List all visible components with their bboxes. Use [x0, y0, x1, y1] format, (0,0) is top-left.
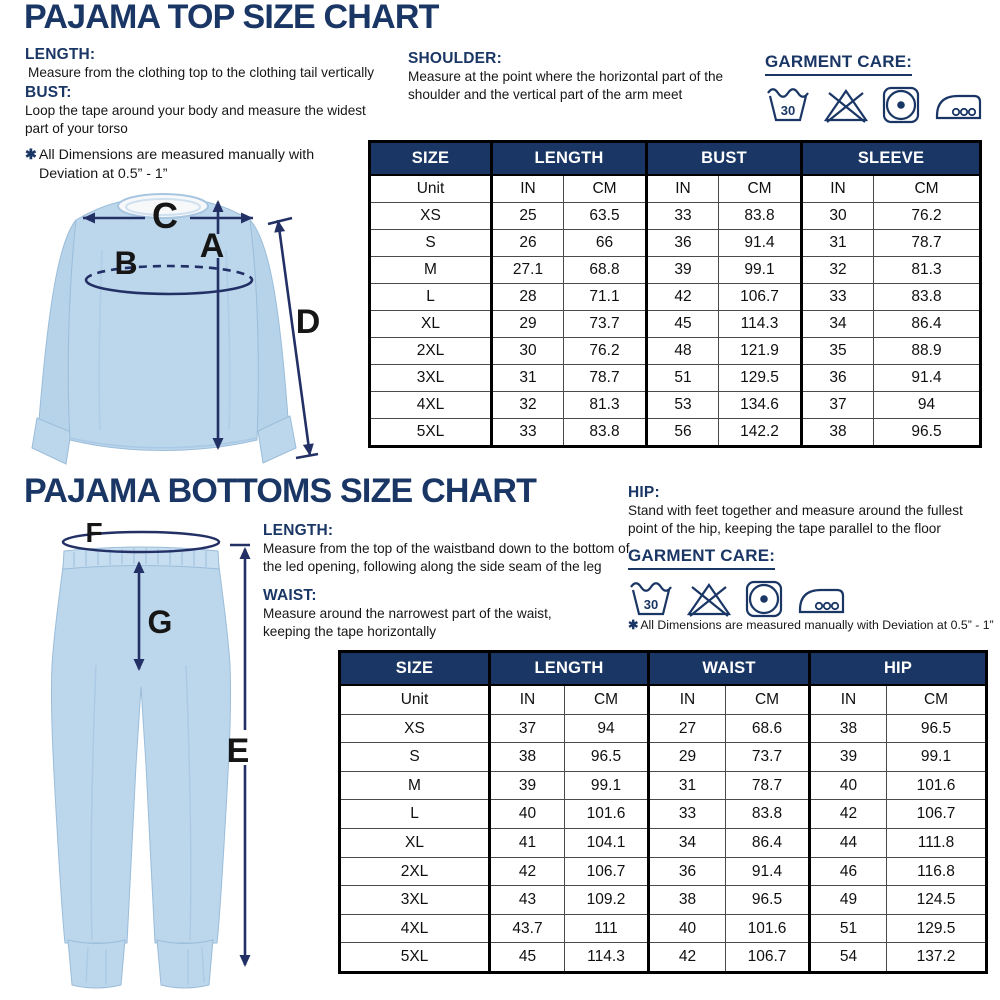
table-cell: 40: [649, 914, 726, 943]
table-cell: 33: [802, 284, 874, 311]
table-cell: 116.8: [887, 857, 987, 886]
label-b: B: [114, 245, 138, 281]
table-cell: 31: [649, 771, 726, 800]
table-cell: IN: [490, 685, 565, 714]
hip-heading: HIP:: [628, 484, 660, 501]
table-cell: 31: [802, 230, 874, 257]
label-d: D: [295, 303, 321, 341]
table-cell: 109.2: [565, 886, 649, 915]
table-cell: 101.6: [565, 800, 649, 829]
table-cell: 68.8: [564, 257, 647, 284]
waist-heading: WAIST:: [263, 587, 317, 604]
tumble-dry-icon: [881, 84, 921, 124]
table-cell: 68.6: [726, 714, 810, 743]
table-cell: 114.3: [565, 943, 649, 973]
table-cell: 26: [492, 230, 564, 257]
table-cell: 33: [492, 419, 564, 447]
table-cell: 124.5: [887, 886, 987, 915]
garment-care-bottoms: [628, 546, 847, 618]
table-cell: CM: [719, 175, 802, 203]
bust-desc: Loop the tape around your body and measure the widest part of your torso: [25, 103, 366, 136]
row-label: Unit: [340, 685, 490, 714]
table-cell: 39: [810, 743, 887, 772]
table-cell: IN: [802, 175, 874, 203]
do-not-bleach-icon: [824, 84, 868, 124]
table-cell: 29: [492, 311, 564, 338]
table-cell: 111: [565, 914, 649, 943]
table-cell: 49: [810, 886, 887, 915]
bottoms-size-table: [338, 650, 988, 974]
table-cell: 54: [810, 943, 887, 973]
length-desc-bottoms: Measure from the top of the waistband down to the bottom of the led opening, following along the side seam of the leg: [263, 541, 630, 574]
row-label: M: [340, 771, 490, 800]
table-cell: IN: [492, 175, 564, 203]
table-cell: 33: [647, 203, 719, 230]
table-cell: 91.4: [874, 365, 981, 392]
table-cell: 27: [649, 714, 726, 743]
table-cell: 33: [649, 800, 726, 829]
table-cell: CM: [726, 685, 810, 714]
table-cell: 99.1: [719, 257, 802, 284]
table-cell: 121.9: [719, 338, 802, 365]
table-cell: 101.6: [887, 771, 987, 800]
row-label: 3XL: [340, 886, 490, 915]
table-cell: 34: [802, 311, 874, 338]
table-cell: 129.5: [719, 365, 802, 392]
table-cell: 32: [492, 392, 564, 419]
table-cell: 76.2: [874, 203, 981, 230]
table-cell: 37: [802, 392, 874, 419]
table-cell: 111.8: [887, 828, 987, 857]
garment-care-heading-bottoms: GARMENT CARE:: [628, 546, 775, 570]
shoulder-desc: Measure at the point where the horizontal part of the shoulder and the vertical part of the arm meet: [408, 69, 724, 102]
table-cell: 38: [649, 886, 726, 915]
length-heading: LENGTH:: [25, 46, 96, 63]
table-cell: 48: [647, 338, 719, 365]
table-cell: 56: [647, 419, 719, 447]
table-cell: 51: [647, 365, 719, 392]
table-cell: 94: [565, 714, 649, 743]
row-label: 4XL: [340, 914, 490, 943]
table-cell: 45: [647, 311, 719, 338]
row-label: XL: [340, 828, 490, 857]
table-cell: 42: [490, 857, 565, 886]
column-group-sleeve: SLEEVE: [802, 142, 981, 176]
table-cell: 91.4: [719, 230, 802, 257]
do-not-bleach-icon: [687, 578, 731, 618]
table-cell: 96.5: [887, 714, 987, 743]
care-icons-row-bottoms: [628, 578, 847, 618]
length-definition-top: [25, 46, 410, 82]
wash-30-icon: [765, 84, 811, 124]
length-definition-bottoms: [263, 522, 635, 575]
table-cell: 29: [649, 743, 726, 772]
deviation-note-bottoms: [628, 617, 1000, 634]
column-group-size: SIZE: [370, 142, 492, 176]
table-cell: CM: [565, 685, 649, 714]
row-label: 5XL: [370, 419, 492, 447]
table-cell: 32: [802, 257, 874, 284]
table-cell: 73.7: [726, 743, 810, 772]
label-e: E: [226, 732, 250, 770]
table-cell: 36: [647, 230, 719, 257]
shoulder-definition: [408, 50, 748, 103]
top-size-table: [368, 140, 982, 448]
row-label: XS: [370, 203, 492, 230]
table-cell: 96.5: [874, 419, 981, 447]
top-chart-title: PAJAMA TOP SIZE CHART: [24, 0, 439, 36]
bust-definition: [25, 84, 377, 137]
table-cell: 99.1: [887, 743, 987, 772]
column-group-hip: HIP: [810, 652, 987, 686]
column-group-waist: WAIST: [649, 652, 810, 686]
row-label: S: [370, 230, 492, 257]
table-cell: 101.6: [726, 914, 810, 943]
table-cell: CM: [874, 175, 981, 203]
row-label: M: [370, 257, 492, 284]
column-group-bust: BUST: [647, 142, 802, 176]
table-cell: 134.6: [719, 392, 802, 419]
svg-text:30: 30: [780, 103, 796, 118]
label-a: A: [199, 227, 225, 265]
table-cell: 81.3: [874, 257, 981, 284]
table-cell: 86.4: [874, 311, 981, 338]
wash-30-icon: [628, 578, 674, 618]
table-cell: 106.7: [726, 943, 810, 973]
row-label: L: [340, 800, 490, 829]
table-cell: IN: [649, 685, 726, 714]
column-group-length: LENGTH: [490, 652, 649, 686]
table-cell: 42: [649, 943, 726, 973]
row-label: 2XL: [370, 338, 492, 365]
table-cell: 83.8: [874, 284, 981, 311]
row-label: L: [370, 284, 492, 311]
column-group-size: SIZE: [340, 652, 490, 686]
table-cell: 96.5: [726, 886, 810, 915]
table-cell: 86.4: [726, 828, 810, 857]
bust-heading: BUST:: [25, 84, 72, 101]
table-cell: 42: [810, 800, 887, 829]
table-cell: 88.9: [874, 338, 981, 365]
row-label: XS: [340, 714, 490, 743]
hip-definition: [628, 484, 990, 537]
table-cell: 83.8: [564, 419, 647, 447]
table-cell: 53: [647, 392, 719, 419]
table-cell: 30: [802, 203, 874, 230]
table-cell: 38: [810, 714, 887, 743]
table-cell: 37: [490, 714, 565, 743]
table-cell: 43: [490, 886, 565, 915]
asterisk-icon: ✱: [25, 147, 37, 163]
shoulder-heading: SHOULDER:: [408, 50, 502, 67]
table-cell: 96.5: [565, 743, 649, 772]
table-cell: IN: [810, 685, 887, 714]
tumble-dry-icon: [744, 578, 784, 618]
table-cell: 99.1: [565, 771, 649, 800]
asterisk-icon: ✱: [628, 618, 639, 632]
table-cell: 78.7: [564, 365, 647, 392]
table-cell: 137.2: [887, 943, 987, 973]
row-label: Unit: [370, 175, 492, 203]
label-c: C: [152, 195, 178, 236]
table-cell: 38: [802, 419, 874, 447]
row-label: XL: [370, 311, 492, 338]
table-cell: 36: [649, 857, 726, 886]
iron-icon: [934, 84, 984, 124]
garment-care-heading: GARMENT CARE:: [765, 52, 912, 76]
table-cell: 78.7: [874, 230, 981, 257]
table-cell: 36: [802, 365, 874, 392]
table-cell: 28: [492, 284, 564, 311]
table-cell: 45: [490, 943, 565, 973]
table-cell: 40: [490, 800, 565, 829]
length-heading-bottoms: LENGTH:: [263, 522, 334, 539]
table-cell: 76.2: [564, 338, 647, 365]
table-cell: CM: [887, 685, 987, 714]
table-cell: 30: [492, 338, 564, 365]
iron-icon: [797, 578, 847, 618]
deviation-note-text: All Dimensions are measured manually with Deviation at 0.5” - 1”: [38, 147, 315, 183]
table-cell: 46: [810, 857, 887, 886]
table-cell: 40: [810, 771, 887, 800]
table-cell: 78.7: [726, 771, 810, 800]
table-cell: 81.3: [564, 392, 647, 419]
deviation-note-top: [25, 146, 369, 184]
table-cell: 129.5: [887, 914, 987, 943]
table-cell: 142.2: [719, 419, 802, 447]
waist-desc: Measure around the narrowest part of the waist, keeping the tape horizontally: [263, 606, 552, 639]
table-cell: 83.8: [726, 800, 810, 829]
table-cell: CM: [564, 175, 647, 203]
row-label: 5XL: [340, 943, 490, 973]
length-desc: Measure from the clothing top to the clothing tail vertically: [28, 65, 375, 80]
care-icons-row: [765, 84, 984, 124]
table-cell: 42: [647, 284, 719, 311]
deviation-note-text-bottoms: All Dimensions are measured manually with Deviation at 0.5” - 1”: [640, 618, 994, 632]
label-f: F: [85, 517, 103, 548]
table-cell: 94: [874, 392, 981, 419]
table-cell: 91.4: [726, 857, 810, 886]
table-cell: 39: [647, 257, 719, 284]
table-cell: 27.1: [492, 257, 564, 284]
table-cell: IN: [647, 175, 719, 203]
pajama-top-illustration: [12, 190, 370, 472]
svg-text:30: 30: [643, 597, 659, 612]
table-cell: 83.8: [719, 203, 802, 230]
table-cell: 31: [492, 365, 564, 392]
table-cell: 73.7: [564, 311, 647, 338]
table-cell: 41: [490, 828, 565, 857]
row-label: S: [340, 743, 490, 772]
table-cell: 39: [490, 771, 565, 800]
table-cell: 106.7: [565, 857, 649, 886]
table-cell: 34: [649, 828, 726, 857]
row-label: 4XL: [370, 392, 492, 419]
table-cell: 44: [810, 828, 887, 857]
bottoms-chart-title: PAJAMA BOTTOMS SIZE CHART: [24, 472, 537, 510]
table-cell: 35: [802, 338, 874, 365]
table-cell: 25: [492, 203, 564, 230]
table-cell: 38: [490, 743, 565, 772]
column-group-length: LENGTH: [492, 142, 647, 176]
label-g: G: [147, 604, 173, 640]
garment-care-top: [765, 52, 984, 124]
table-cell: 51: [810, 914, 887, 943]
table-cell: 66: [564, 230, 647, 257]
table-cell: 63.5: [564, 203, 647, 230]
hip-desc: Stand with feet together and measure around the fullest point of the hip, keeping the tape parallel to the floor: [628, 503, 963, 536]
row-label: 2XL: [340, 857, 490, 886]
table-cell: 104.1: [565, 828, 649, 857]
row-label: 3XL: [370, 365, 492, 392]
table-cell: 106.7: [719, 284, 802, 311]
waist-definition: [263, 587, 583, 640]
table-cell: 71.1: [564, 284, 647, 311]
table-cell: 106.7: [887, 800, 987, 829]
table-cell: 43.7: [490, 914, 565, 943]
table-cell: 114.3: [719, 311, 802, 338]
